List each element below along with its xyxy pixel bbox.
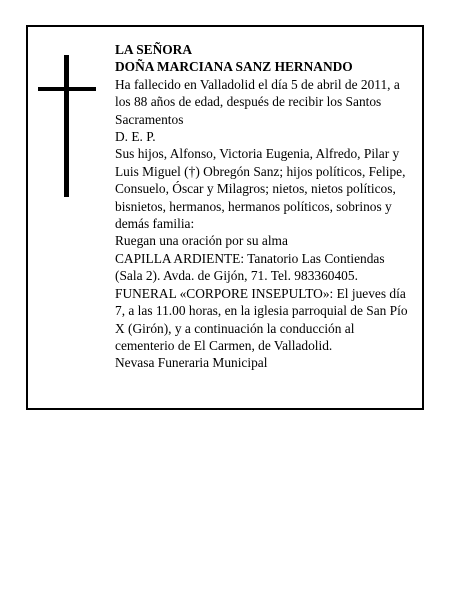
header-title: LA SEÑORA <box>115 42 193 57</box>
obituary-text-block <box>115 41 415 372</box>
chapel-info: CAPILLA ARDIENTE: Tanatorio Las Contiendas (Sala 2). Avda. de Gijón, 71. Tel. 983360405. <box>115 250 385 284</box>
family-list: Sus hijos, Alfonso, Victoria Eugenia, Alfredo, Pilar y Luis Miguel (†) Obregón Sanz; hijos políticos, Felipe, Consuelo, Óscar y Milagros; nietos, nietos políticos, bisnietos, hermanos, hermanos políticos, sobrinos y demás familia: <box>115 146 406 232</box>
cross-vertical-bar <box>64 55 69 197</box>
latin-cross-icon <box>38 55 96 197</box>
deceased-name: DOÑA MARCIANA SANZ HERNANDO <box>115 59 353 75</box>
prayer-request: Ruegan una oración por su alma <box>115 233 288 249</box>
funeral-info: FUNERAL «CORPORE INSEPULTO»: El jueves día 7, a las 11.00 horas, en la iglesia parroquial de San Pío X (Girón), y a continuación la conducción al cementerio de El Carmen, de Valladolid. <box>115 285 408 353</box>
dep-line: D. E. P. <box>115 129 156 145</box>
funeral-home: Nevasa Funeraria Municipal <box>115 355 268 371</box>
death-announcement: Ha fallecido en Valladolid el día 5 de abril de 2011, a los 88 años de edad, después de recibir los Santos Sacramentos <box>115 76 400 127</box>
obituary-notice-frame <box>26 25 424 410</box>
cross-horizontal-bar <box>38 87 96 91</box>
